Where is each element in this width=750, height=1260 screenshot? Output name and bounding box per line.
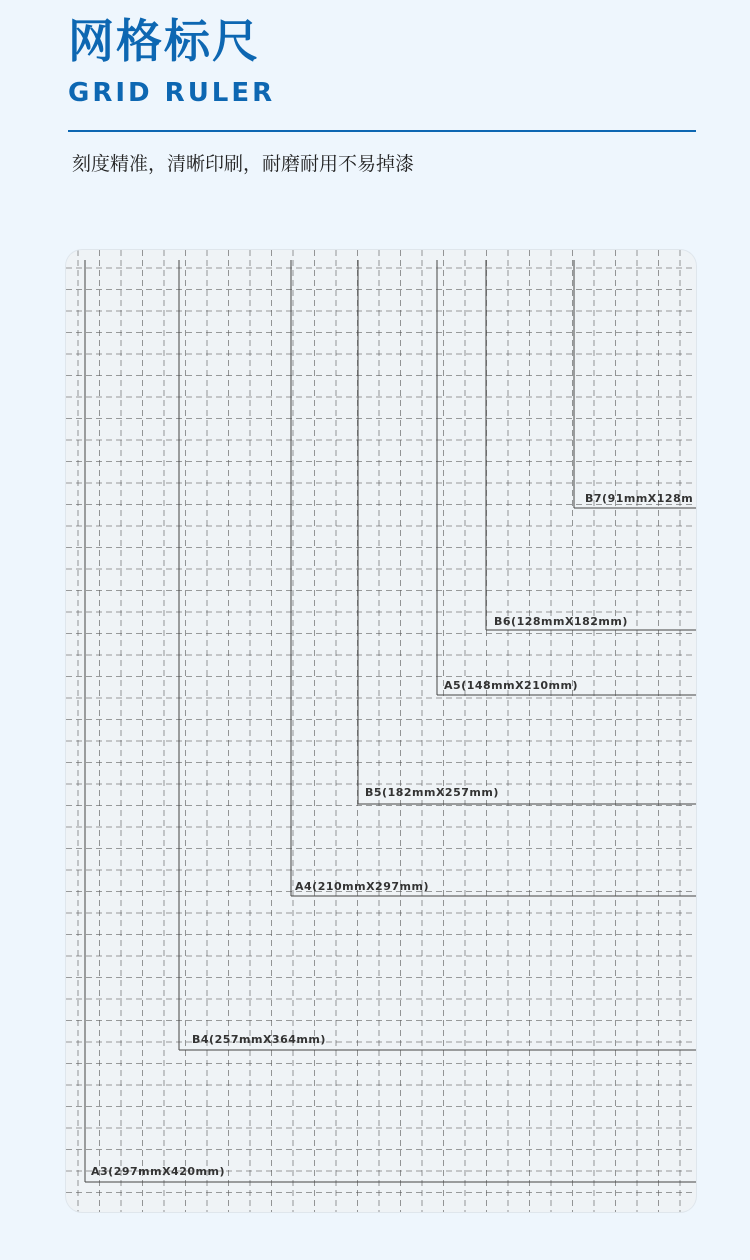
page-title: 网格标尺 [68, 14, 260, 68]
label-b7: B7(91mmX128m [585, 492, 694, 505]
header-divider [68, 130, 696, 132]
label-a5: A5(148mmX210mm) [444, 679, 578, 692]
label-b6: B6(128mmX182mm) [494, 615, 628, 628]
page-title-english: GRID RULER [68, 78, 276, 108]
label-b5: B5(182mmX257mm) [365, 786, 499, 799]
page-subtitle: 刻度精准，清晰印刷，耐磨耐用不易掉漆 [72, 153, 415, 175]
grid-lines [66, 250, 696, 1212]
label-a3: A3(297mmX420mm) [91, 1165, 225, 1178]
label-a4: A4(210mmX297mm) [295, 880, 429, 893]
label-b4: B4(257mmX364mm) [192, 1033, 326, 1046]
grid-ruler [66, 250, 696, 1212]
